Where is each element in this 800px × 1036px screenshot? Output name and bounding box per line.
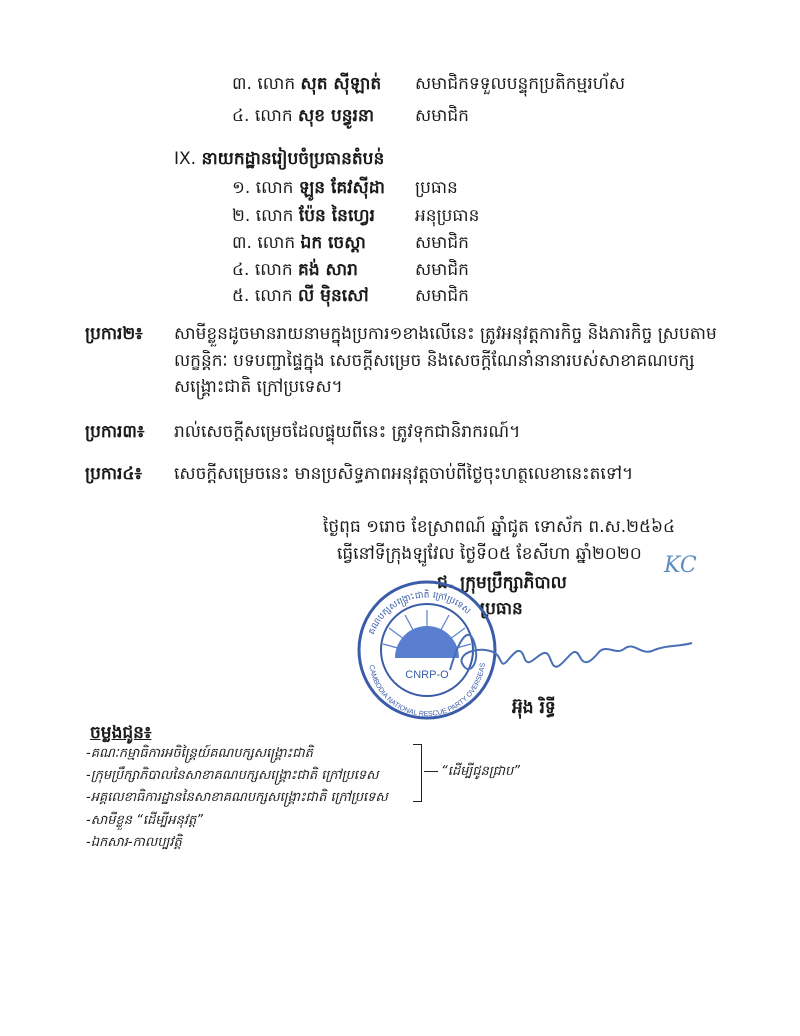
bracket-dash: [424, 771, 438, 772]
article-line: សេចក្តីសម្រេចនេះ មានប្រសិទ្ធភាពអនុវត្តចាប់ពីថ្ងៃចុះហត្ថលេខានេះតទៅ។: [174, 464, 634, 484]
member-role: អនុប្រធាន: [415, 206, 480, 226]
member-number: ២.: [232, 206, 251, 226]
member-title: លោក: [254, 260, 293, 280]
seal-text: CNRP-O: [405, 669, 449, 681]
signature: [440, 615, 710, 695]
article-label: ប្រការ៤៖: [85, 464, 142, 484]
member-role: សមាជិក: [415, 260, 469, 280]
member-row: [232, 285, 369, 307]
member-number: ៥.: [232, 286, 250, 306]
member-role: សមាជិកទទួលបន្ទុកប្រតិកម្មរហ័ស: [415, 74, 626, 94]
member-title: លោក: [255, 206, 294, 226]
seal-khmer-ring-text: គណបក្សសង្គ្រោះជាតិ ក្រៅប្រទេស: [367, 590, 473, 637]
member-number: ៣.: [232, 74, 252, 94]
article-line: រាល់សេចក្តីសម្រេចដែលផ្ទុយពីនេះ ត្រូវទុកជានិរាករណ៍។: [174, 422, 521, 442]
section-title: នាយកដ្ឋានរៀបចំប្រធានតំបន់: [201, 149, 385, 169]
council-label: ជ. ក្រុមប្រឹក្សាភិបាល: [437, 573, 567, 593]
member-name: សុត ស៊ីឡាត់: [300, 74, 382, 94]
article-label: ប្រការ៣៖: [85, 422, 145, 442]
member-role: សមាជិក: [415, 233, 469, 253]
member-role: ប្រធាន: [415, 178, 458, 198]
member-number: ៣.: [232, 233, 252, 253]
recipients-bracket: [413, 744, 422, 802]
signature-text: [540, 640, 546, 641]
member-row: [232, 177, 385, 199]
member-number: ១.: [232, 178, 251, 198]
date-lunar: ថ្ងៃពុធ ១រោច ខែស្រាពណ៍ ឆ្នាំជូត ទោស័ក ព.ស.២៥៦៤: [323, 517, 676, 537]
recipient-item: -ឯកសារ-កាលប្បវត្តិ: [86, 835, 182, 850]
recipient-item: -អគ្គលេខាធិការដ្ឋាននៃសាខាគណបក្សសង្គ្រោះជាតិ ក្រៅប្រទេស: [86, 790, 388, 805]
recipient-item: -ក្រុមប្រឹក្សាភិបាលនៃសាខាគណបក្សសង្គ្រោះជាតិ ក្រៅប្រទេស: [86, 768, 379, 783]
member-number: ៤.: [232, 106, 250, 126]
article-line: លក្ខន្តិកៈ បទបញ្ជាផ្ទៃក្នុង សេចក្តីសម្រេច និងសេចក្តីណែនាំនានារបស់សាខាគណបក្ស: [174, 351, 695, 371]
member-name: សុខ បន្ធូរនា: [298, 106, 375, 126]
article-line: សង្គ្រោះជាតិ ក្រៅប្រទេស។: [174, 377, 343, 397]
recipient-item: -គណៈកម្មាធិការអចិន្ត្រៃយ៍គណបក្សសង្គ្រោះជាតិ: [86, 746, 313, 761]
handwritten-initials: KC: [664, 553, 697, 578]
president-label: ប្រធាន: [480, 599, 523, 619]
member-title: លោក: [254, 286, 293, 306]
article-line: សាមីខ្លួនដូចមានរាយនាមក្នុងប្រការ១ខាងលើនេះ ត្រូវអនុវត្តការកិច្ច និងភារកិច្ច ស្របតាម: [174, 324, 717, 344]
member-title: លោក: [255, 178, 294, 198]
member-name: គង់ សារា: [298, 260, 358, 280]
member-title: លោក: [254, 106, 293, 126]
member-row: [232, 105, 374, 127]
article-label: ប្រការ២៖: [85, 324, 143, 344]
member-role: សមាជិក: [415, 286, 469, 306]
member-role: សមាជិក: [415, 106, 469, 126]
member-name: លី ម៉ិនសៅ: [298, 286, 369, 306]
member-row: [232, 259, 358, 281]
member-title: លោក: [257, 233, 296, 253]
member-row: [232, 205, 375, 227]
member-row: [232, 232, 366, 254]
recipients-note: “ដើម្បីជូនជ្រាប”: [441, 764, 520, 779]
member-number: ៤.: [232, 260, 250, 280]
section-heading: [174, 148, 384, 170]
recipient-item: -សាមីខ្លួន “ដើម្បីអនុវត្ត”: [86, 813, 203, 828]
member-title: លោក: [257, 74, 296, 94]
recipients-heading: ចម្លងជូន៖: [90, 723, 152, 743]
section-number: IX.: [174, 149, 197, 169]
member-row: [232, 73, 381, 95]
date-solar: ធ្វើនៅទីក្រុងឡូវែល ថ្ងៃទី០៥ ខែសីហា ឆ្នាំ២០២០: [337, 544, 642, 564]
member-name: ឡូន គែវស៊ីដា: [298, 178, 385, 198]
member-name: ប៉ែន នៃហ្វេរ: [298, 206, 375, 226]
member-name: ឯក ចេស្តា: [300, 233, 366, 253]
signatory-name: អ៊ុង រិទ្ធី: [512, 698, 556, 718]
seal-ring-text: CAMBODIA NATIONAL RESCUE PARTY OVERSEAS: [367, 662, 487, 719]
